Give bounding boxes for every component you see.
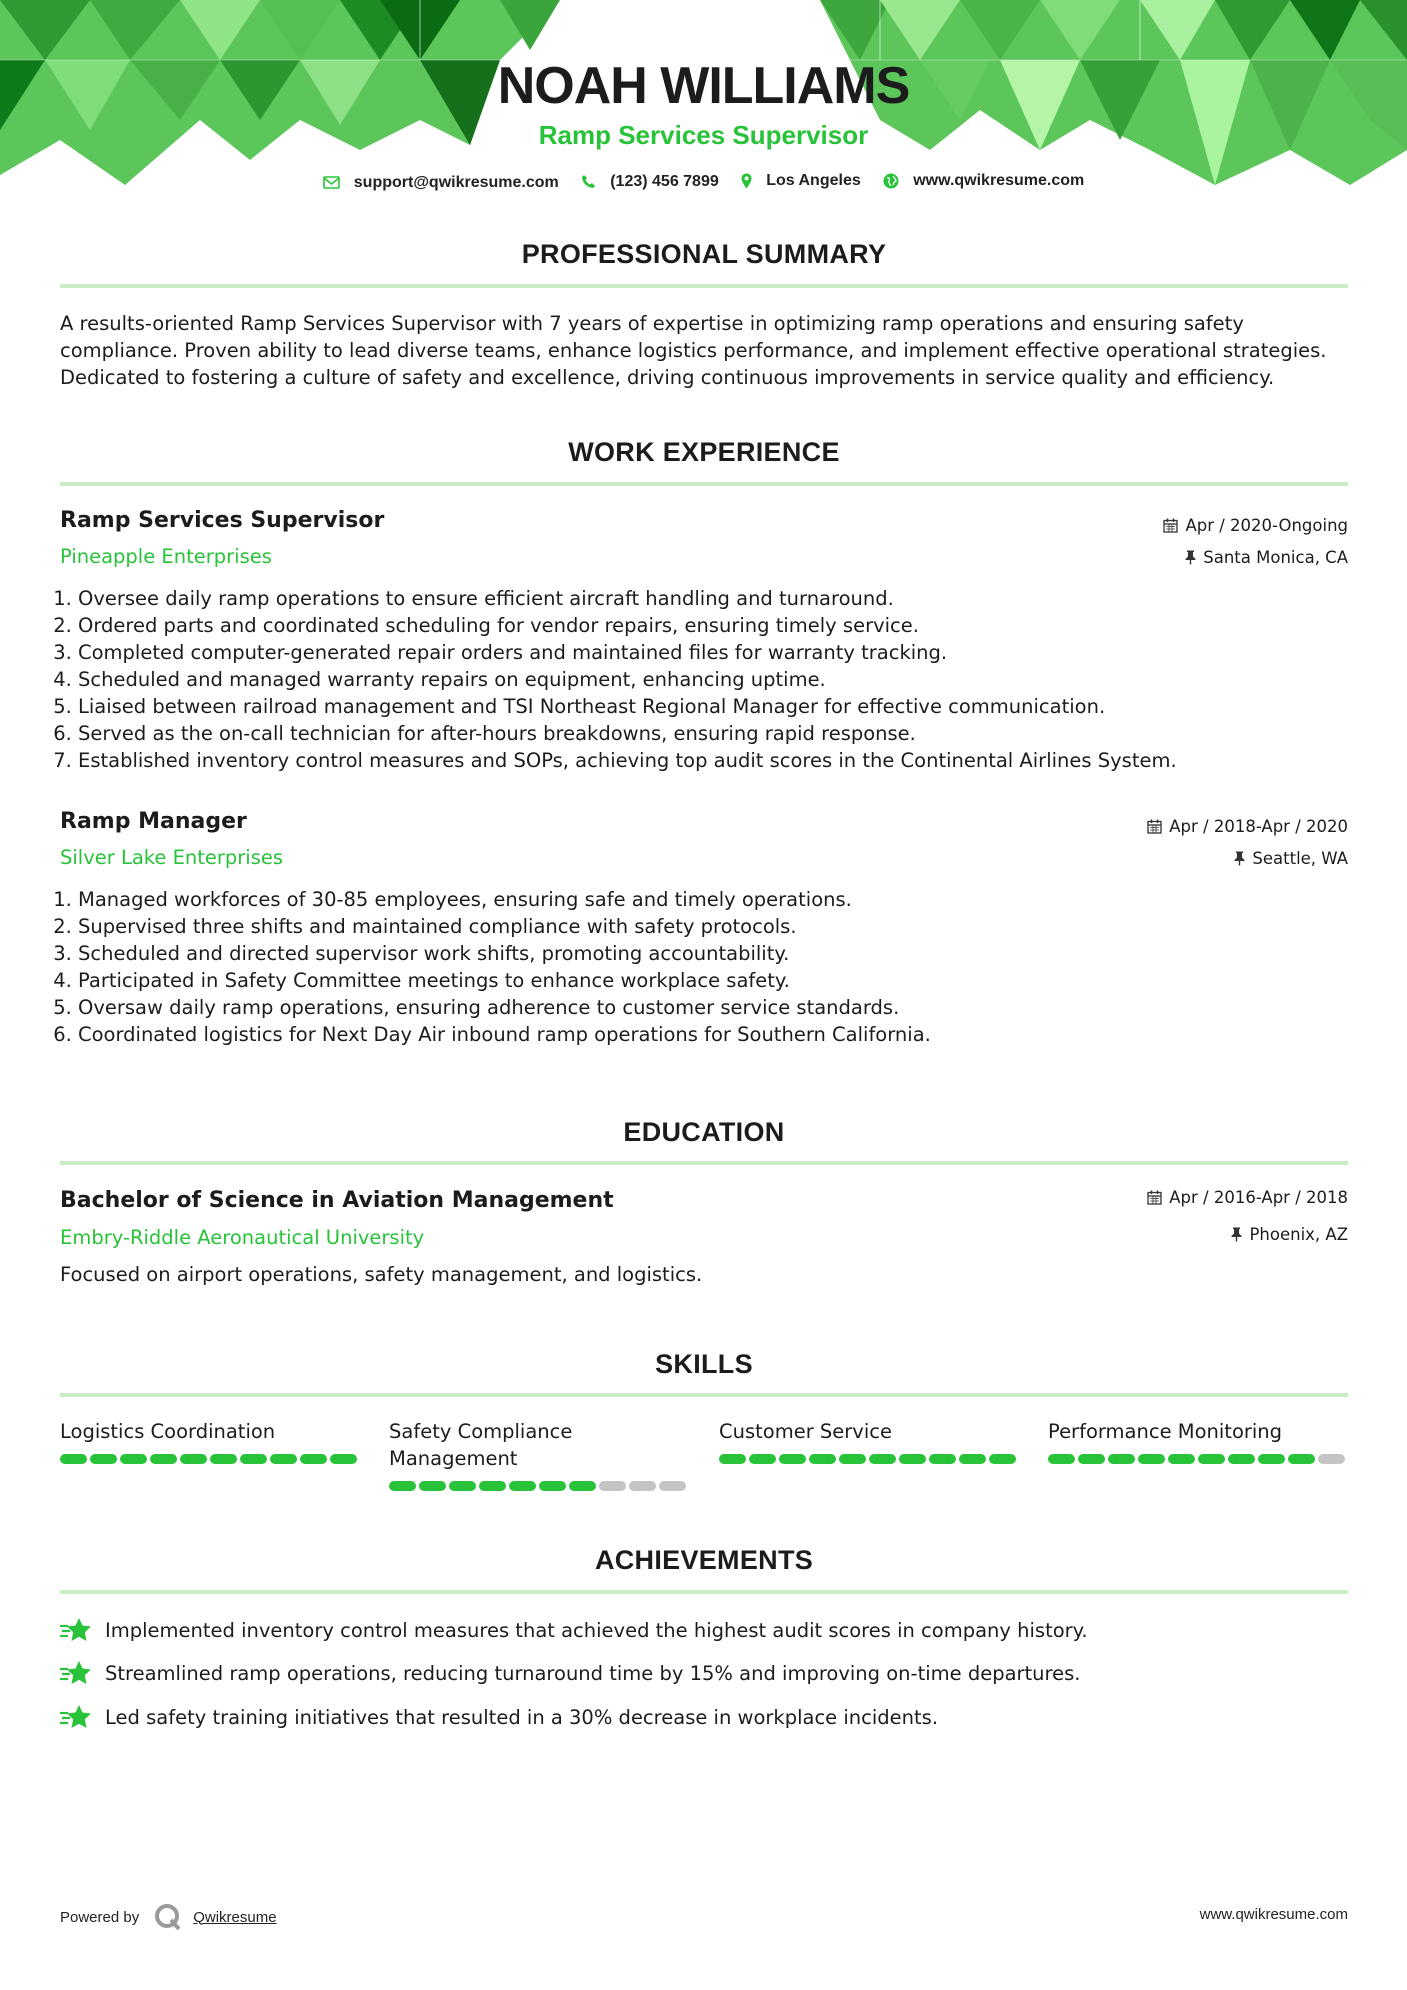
summary-text: [60, 310, 1360, 391]
job-location: [1185, 548, 1348, 567]
job-location-text: Seattle, WA: [1252, 849, 1348, 868]
school-name: Embry-Riddle Aeronautical University: [60, 1226, 425, 1249]
job-dates-text: Apr / 2018-Apr / 2020: [1169, 817, 1348, 836]
skill-level-segment-filled: [509, 1481, 536, 1491]
star-award-icon: [60, 1660, 93, 1686]
skill-level-segment-filled: [719, 1454, 746, 1464]
skill-level-segment-filled: [749, 1454, 776, 1464]
skill-level-segment-filled: [210, 1454, 237, 1464]
skill-level-segment-filled: [1168, 1454, 1195, 1464]
skill-level-segment-filled: [899, 1454, 926, 1464]
skill-level-segment-filled: [539, 1481, 566, 1491]
phone-icon: [581, 174, 596, 189]
job-dates: [1163, 516, 1348, 535]
skill-level-segment-filled: [150, 1454, 177, 1464]
skill-item: [389, 1418, 689, 1491]
job-location-text: Santa Monica, CA: [1203, 548, 1348, 567]
skill-level-segment-filled: [869, 1454, 896, 1464]
footer-website[interactable]: www.qwikresume.com: [1199, 1906, 1348, 1923]
achievement-item: [60, 1660, 1081, 1686]
list-item: 5. Liaised between railroad management and TSI Northeast Regional Manager for effective communication.: [78, 693, 1378, 720]
contact-phone[interactable]: [581, 173, 719, 191]
calendar-icon: [1147, 819, 1162, 834]
skill-level-segment-filled: [569, 1481, 596, 1491]
list-item: 5. Oversaw daily ramp operations, ensuring adherence to customer service standards.: [78, 994, 1378, 1021]
pushpin-icon: [1234, 851, 1245, 866]
contact-location-text: Los Angeles: [766, 172, 861, 189]
achievement-text: Streamlined ramp operations, reducing turnaround time by 15% and improving on-time departures.: [105, 1661, 1081, 1685]
skill-level-segment-filled: [240, 1454, 267, 1464]
skill-level-segment-filled: [120, 1454, 147, 1464]
skill-level-segment-filled: [809, 1454, 836, 1464]
skill-name: Logistics Coordination: [60, 1420, 276, 1443]
list-item: 4. Scheduled and managed warranty repairs on equipment, enhancing uptime.: [78, 666, 1378, 693]
list-item: 4. Participated in Safety Committee meetings to enhance workplace safety.: [78, 967, 1378, 994]
skill-level-segment-filled: [419, 1481, 446, 1491]
summary-heading: PROFESSIONAL SUMMARY: [521, 239, 887, 269]
skill-level-segment-filled: [839, 1454, 866, 1464]
achievements-rule: [60, 1590, 1348, 1594]
skill-item: [719, 1418, 1019, 1464]
contact-bar: [0, 172, 1407, 194]
contact-website-text: www.qwikresume.com: [913, 172, 1085, 189]
skill-level-segment-filled: [90, 1454, 117, 1464]
achievement-text: Implemented inventory control measures that achieved the highest audit scores in company history.: [105, 1618, 1088, 1642]
summary-rule: [60, 284, 1348, 288]
degree-title: Bachelor of Science in Aviation Management: [60, 1188, 614, 1213]
experience-heading: WORK EXPERIENCE: [568, 437, 840, 467]
contact-website[interactable]: [883, 172, 1084, 190]
candidate-role: Ramp Services Supervisor: [538, 120, 869, 150]
skill-level-bar: [389, 1481, 689, 1491]
skill-level-segment-filled: [989, 1454, 1016, 1464]
pushpin-icon: [1185, 550, 1196, 565]
summary-line: Dedicated to fostering a culture of safety and excellence, driving continuous improvements in service quality and efficiency.: [60, 366, 1275, 389]
skill-level-segment-empty: [599, 1481, 626, 1491]
skill-level-segment-filled: [1228, 1454, 1255, 1464]
skill-level-segment-filled: [929, 1454, 956, 1464]
skill-level-segment-filled: [1048, 1454, 1075, 1464]
envelope-icon: [323, 176, 340, 189]
skill-level-segment-filled: [1078, 1454, 1105, 1464]
skill-level-segment-filled: [779, 1454, 806, 1464]
list-item: 6. Coordinated logistics for Next Day Air inbound ramp operations for Southern California.: [78, 1021, 1378, 1048]
list-item: 3. Completed computer-generated repair orders and maintained files for warranty tracking.: [78, 639, 1378, 666]
powered-by-label: Powered by: [60, 1908, 140, 1926]
star-award-icon: [60, 1704, 93, 1730]
contact-phone-text: (123) 456 7899: [610, 172, 719, 190]
skills-heading: SKILLS: [655, 1349, 753, 1379]
job-responsibilities: [52, 585, 1378, 774]
skill-item: [60, 1418, 360, 1464]
list-item: 1. Oversee daily ramp operations to ensure efficient aircraft handling and turnaround.: [78, 585, 1378, 612]
education-dates: [1147, 1188, 1348, 1207]
job-dates: [1147, 817, 1348, 836]
skill-level-bar: [1048, 1454, 1348, 1464]
qwikresume-logo-icon: [153, 1902, 183, 1932]
education-location-text: Phoenix, AZ: [1249, 1225, 1348, 1244]
education-heading: EDUCATION: [623, 1117, 785, 1147]
list-item: 3. Scheduled and directed supervisor work shifts, promoting accountability.: [78, 940, 1378, 967]
skill-level-segment-filled: [270, 1454, 297, 1464]
job-company: Pineapple Enterprises: [60, 545, 272, 568]
education-location: [1231, 1225, 1348, 1244]
achievement-item: [60, 1704, 938, 1730]
list-item: 7. Established inventory control measures and SOPs, achieving top audit scores in the Continental Airlines System.: [78, 747, 1378, 774]
pushpin-icon: [1231, 1227, 1242, 1242]
summary-line: compliance. Proven ability to lead diverse teams, enhance logistics performance, and implement effective operational strategies.: [60, 339, 1327, 362]
star-award-icon: [60, 1617, 93, 1643]
skill-level-segment-empty: [1318, 1454, 1345, 1464]
skill-level-bar: [60, 1454, 360, 1464]
education-rule: [60, 1161, 1348, 1165]
job-title: Ramp Services Supervisor: [60, 508, 385, 533]
globe-icon: [883, 173, 899, 189]
skill-level-segment-filled: [180, 1454, 207, 1464]
summary-line: A results-oriented Ramp Services Supervisor with 7 years of expertise in optimizing ramp operations and ensuring safety: [60, 312, 1244, 335]
achievements-heading: ACHIEVEMENTS: [594, 1545, 814, 1575]
skills-rule: [60, 1393, 1348, 1397]
contact-email-text: support@qwikresume.com: [353, 173, 559, 191]
contact-email[interactable]: [323, 174, 559, 192]
skill-level-segment-filled: [1108, 1454, 1135, 1464]
skill-level-segment-filled: [1258, 1454, 1285, 1464]
job-company: Silver Lake Enterprises: [60, 846, 284, 869]
job-responsibilities: [52, 886, 1378, 1048]
achievement-text: Led safety training initiatives that resulted in a 30% decrease in workplace incidents.: [105, 1705, 939, 1729]
skill-name: Customer Service: [719, 1420, 892, 1443]
list-item: 2. Ordered parts and coordinated scheduling for vendor repairs, ensuring timely service.: [78, 612, 1378, 639]
map-marker-icon: [741, 173, 752, 189]
skill-level-segment-empty: [659, 1481, 686, 1491]
skill-level-segment-empty: [629, 1481, 656, 1491]
skill-level-segment-filled: [300, 1454, 327, 1464]
skill-level-segment-filled: [330, 1454, 357, 1464]
education-description: Focused on airport operations, safety management, and logistics.: [60, 1263, 703, 1286]
job-location: [1234, 849, 1348, 868]
experience-rule: [60, 482, 1348, 486]
footer-powered-by: [60, 1902, 277, 1932]
skill-item: [1048, 1418, 1348, 1464]
skill-level-segment-filled: [1198, 1454, 1225, 1464]
skill-name: Performance Monitoring: [1048, 1420, 1283, 1443]
skill-level-segment-filled: [479, 1481, 506, 1491]
skill-level-segment-filled: [1288, 1454, 1315, 1464]
skill-level-bar: [719, 1454, 1019, 1464]
qwikresume-link[interactable]: Qwikresume: [193, 1908, 277, 1926]
skill-name: Safety Compliance Management: [389, 1420, 573, 1470]
skill-level-segment-filled: [959, 1454, 986, 1464]
education-dates-text: Apr / 2016-Apr / 2018: [1169, 1188, 1348, 1207]
job-dates-text: Apr / 2020-Ongoing: [1185, 516, 1348, 535]
calendar-icon: [1163, 518, 1178, 533]
skill-level-segment-filled: [1138, 1454, 1165, 1464]
skill-level-segment-filled: [60, 1454, 87, 1464]
candidate-name: NOAH WILLIAMS: [497, 57, 910, 115]
job-title: Ramp Manager: [60, 809, 247, 834]
skill-level-segment-filled: [449, 1481, 476, 1491]
skill-level-segment-filled: [389, 1481, 416, 1491]
contact-location: [741, 172, 861, 190]
calendar-icon: [1147, 1190, 1162, 1205]
list-item: 1. Managed workforces of 30-85 employees, ensuring safe and timely operations.: [78, 886, 1378, 913]
list-item: 2. Supervised three shifts and maintained compliance with safety protocols.: [78, 913, 1378, 940]
list-item: 6. Served as the on-call technician for after-hours breakdowns, ensuring rapid response.: [78, 720, 1378, 747]
achievement-item: [60, 1617, 1088, 1643]
